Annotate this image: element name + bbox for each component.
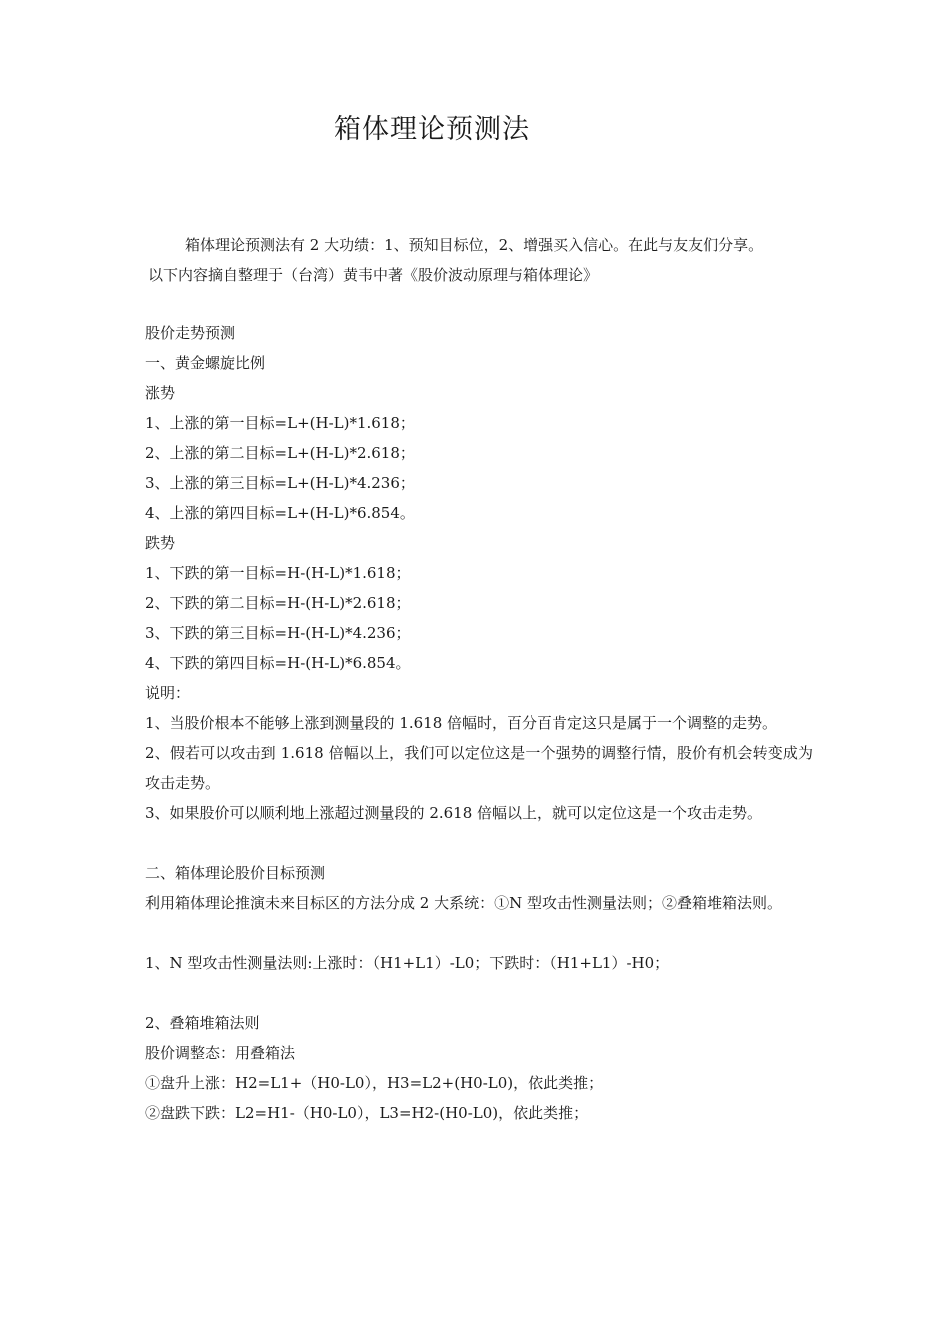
list-item: ①盘升上涨：H2=L1+（H0-L0），H3=L2+(H0-L0)，依此类推；: [145, 1074, 604, 1092]
list-item: 3、上涨的第三目标=L+(H-L)*4.236；: [145, 474, 415, 492]
part1-heading: 一、黄金螺旋比例: [145, 354, 266, 372]
down-trend-label: 跌势: [145, 534, 176, 552]
rule2-heading: 2、叠箱堆箱法则: [145, 1014, 260, 1032]
list-item: 1、下跌的第一目标=H-(H-L)*1.618；: [145, 564, 411, 582]
list-item: 4、上涨的第四目标=L+(H-L)*6.854。: [145, 504, 415, 522]
note-paragraph: 2、假若可以攻击到 1.618 倍幅以上，我们可以定位这是一个强势的调整行情，股价有机会转变成为攻击走势。: [145, 744, 813, 792]
page-title: 箱体理论预测法: [334, 114, 530, 145]
document-body: [145, 318, 813, 1128]
rule2-subheading: 股价调整态：用叠箱法: [145, 1044, 296, 1062]
section-heading: 股价走势预测: [145, 324, 236, 342]
part2-description: 利用箱体理论推演未来目标区的方法分成 2 大系统：①N 型攻击性测量法则；②叠箱堆箱法则。: [145, 894, 782, 912]
list-item: ②盘跌下跌：L2=H1-（H0-L0），L3=H2-(H0-L0)，依此类推；: [145, 1104, 589, 1122]
spacer: [145, 918, 813, 948]
part2-heading: 二、箱体理论股价目标预测: [145, 864, 326, 882]
intro-line-1: 箱体理论预测法有 2 大功绩：1、预知目标位，2、增强买入信心。在此与友友们分享。: [185, 236, 764, 254]
note-paragraph: 3、如果股价可以顺利地上涨超过测量段的 2.618 倍幅以上，就可以定位这是一个攻击走势。: [145, 804, 763, 822]
up-trend-label: 涨势: [145, 384, 176, 402]
note-paragraph: 1、当股价根本不能够上涨到测量段的 1.618 倍幅时，百分百肯定这只是属于一个调整的走势。: [145, 714, 778, 732]
rule1-text: 1、N 型攻击性测量法则:上涨时：（H1+L1）-L0；下跌时：（H1+L1）-H0；: [145, 954, 670, 972]
spacer: [145, 828, 813, 858]
list-item: 2、下跌的第二目标=H-(H-L)*2.618；: [145, 594, 411, 612]
spacer: [145, 978, 813, 1008]
intro-line-2: 以下内容摘自整理于（台湾）黄韦中著《股价波动原理与箱体理论》: [148, 266, 599, 284]
list-item: 4、下跌的第四目标=H-(H-L)*6.854。: [145, 654, 411, 672]
list-item: 1、上涨的第一目标=L+(H-L)*1.618；: [145, 414, 415, 432]
list-item: 3、下跌的第三目标=H-(H-L)*4.236；: [145, 624, 411, 642]
note-label: 说明：: [145, 684, 191, 702]
intro-paragraph: [148, 230, 828, 290]
list-item: 2、上涨的第二目标=L+(H-L)*2.618；: [145, 444, 415, 462]
